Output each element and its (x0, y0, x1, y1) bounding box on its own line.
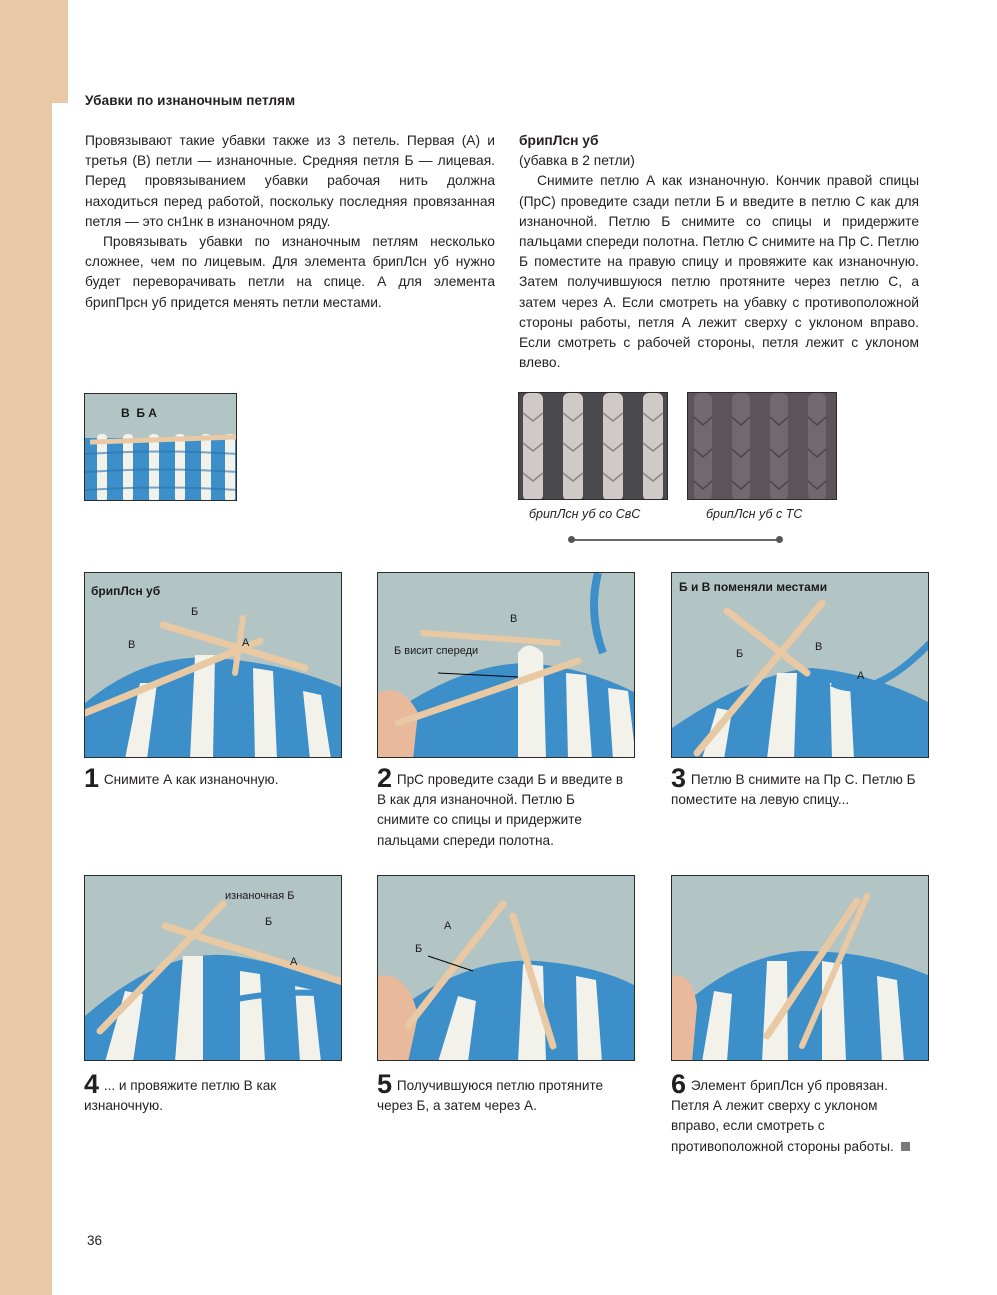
step-3-photo (671, 572, 929, 758)
swatch-knit-ribs (85, 434, 237, 501)
step-5-text: Получившуюся петлю протяните через Б, а затем через А. (377, 1078, 604, 1114)
sample-caption-two-color: брипЛсн уб со СвС (529, 507, 641, 521)
end-of-section-marker (901, 1142, 910, 1151)
sample-photo-solid (687, 392, 837, 500)
swatch-label: В Б А (121, 406, 157, 420)
step-2-label-v: В (510, 613, 518, 625)
page-margin-band-top (52, 0, 68, 103)
step-2-label-b-hanging: Б висит спереди (394, 645, 479, 657)
left-text-column (85, 131, 495, 313)
step-2-caption (377, 763, 627, 851)
step-3-label-b: Б (736, 648, 744, 660)
step-6-number: 6 (671, 1069, 687, 1099)
step-1-photo-title: брипЛсн уб (91, 584, 161, 598)
swatch-photo (84, 393, 237, 501)
step-3-label-a: А (857, 670, 865, 682)
page-margin-band (0, 0, 52, 1295)
step-4-number: 4 (84, 1069, 100, 1099)
step-4-label-a: А (290, 956, 298, 968)
step-1-caption (84, 763, 342, 793)
left-paragraph-1: Провязывают такие убавки также из 3 петель. Первая (А) и третья (В) петли — изнаночные. Средняя петля Б — лицевая. Перед провязыванием убавки рабочая нить должна находиться перед работой, поскольку последняя провязанная петля — это сн1нк в изнаночном ряду. (85, 133, 495, 229)
step-1-text: Снимите А как изнаночную. (103, 772, 279, 787)
step-4-photo (84, 875, 342, 1061)
step-5-label-a: А (444, 920, 452, 932)
step-6-text: Элемент брипЛсн уб провязан. Петля А лежит сверху с уклоном вправо, если смотреть с противоположной стороны работы. (671, 1078, 894, 1154)
step-5-label-b: Б (415, 943, 423, 955)
step-2-text: ПрС проведите сзади Б и введите в В как для изнаночной. Петлю Б снимите со спицы и придержите пальцами спереди полотна. (377, 772, 624, 848)
technique-description: Снимите петлю А как изнаночную. Кончик правой спицы (ПрС) проведите сзади петли Б и введите в петлю С как для изнаночной. Петлю Б снимите со спицы и придержите пальцами спереди полотна. Петлю С снимите на Пр С. Петлю Б поместите на правую спицу и провяжите как изнаночную. Затем получившуюся петлю протяните через петлю С, а затем через А. Если смотреть на убавку с противоположной стороны работы, петля А лежит сверху с уклоном вправо. Если смотреть с рабочей стороны, петля лежит с уклоном влево. (519, 173, 919, 371)
step-1-photo (84, 572, 342, 758)
page-number: 36 (87, 1233, 103, 1248)
step-3-label-v: В (815, 641, 823, 653)
step-4-caption (84, 1069, 342, 1116)
technique-title: брипЛсн уб (519, 133, 599, 148)
step-1-number: 1 (84, 763, 100, 793)
sample-photo-two-color (518, 392, 668, 500)
step-5-caption (377, 1069, 635, 1116)
step-1-label-b: Б (191, 606, 199, 618)
step-5-number: 5 (377, 1069, 393, 1099)
divider-dot-left (568, 536, 575, 543)
step-3-text: Петлю В снимите на Пр С. Петлю Б поместите на левую спицу... (671, 772, 916, 808)
step-4-text: ... и провяжите петлю В как изнаночную. (84, 1078, 277, 1114)
divider-dot-right (776, 536, 783, 543)
step-4-label-b: Б (265, 916, 273, 928)
divider-line (571, 539, 780, 541)
step-6-photo (671, 875, 929, 1061)
step-2-number: 2 (377, 763, 393, 793)
sample-caption-solid: брипЛсн уб с ТС (706, 507, 803, 521)
section-title: Убавки по изнаночным петлям (85, 93, 296, 108)
right-text-column (519, 131, 919, 373)
technique-subtitle: (убавка в 2 петли) (519, 153, 635, 169)
step-5-photo (377, 875, 635, 1061)
step-2-photo (377, 572, 635, 758)
step-3-photo-title: Б и В поменяли местами (679, 580, 828, 594)
step-6-caption (671, 1069, 929, 1157)
left-paragraph-2: Провязывать убавки по изнаночным петлям несколько сложнее, чем по лицевым. Для элемента брипЛсн уб нужно будет переворачивать петли на спице. А для элемента брипПрсн уб придется менять петли местами. (85, 234, 495, 310)
step-1-label-a: А (242, 637, 250, 649)
step-4-label-purl-b: изнаночная Б (225, 890, 295, 902)
step-3-number: 3 (671, 763, 687, 793)
step-3-caption (671, 763, 921, 810)
step-1-label-v: В (128, 639, 136, 651)
